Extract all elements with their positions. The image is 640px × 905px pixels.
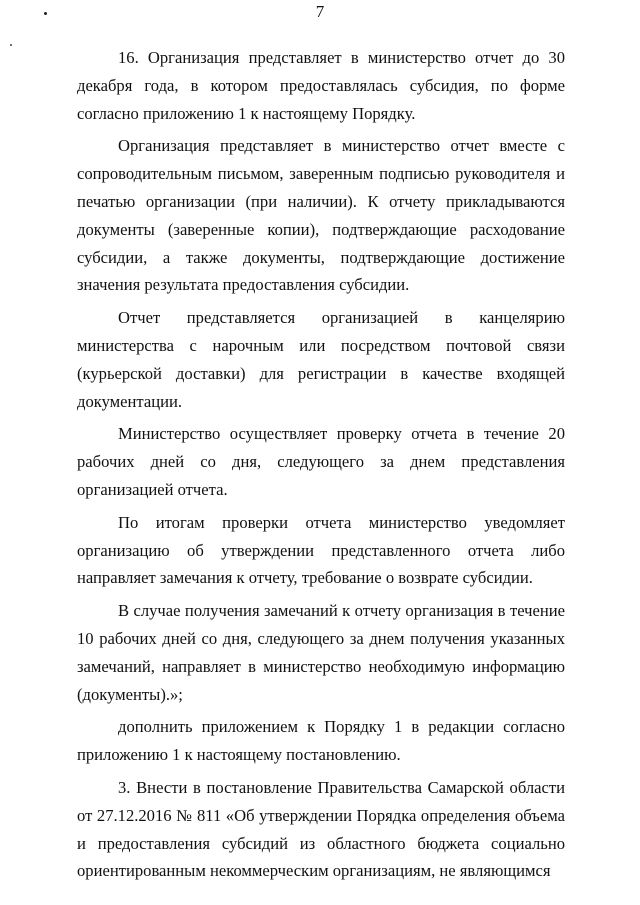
paragraph-check-results: По итогам проверки отчета министерство уведомляет организацию об утверждении представленного отчета либо направляет замечания к отчету, требование о возврате субсидии. — [77, 512, 565, 588]
paragraph-report-deadline: 16. Организация представляет в министерство отчет до 30 декабря года, в котором предоставлялась субсидия, по форме согласно приложению 1 к настоящему Порядку. — [77, 48, 565, 123]
paragraph-appendix: дополнить приложением к Порядку 1 в редакции согласно приложению 1 к настоящему постановлению. — [77, 717, 565, 765]
paragraph-report-contents: Организация представляет в министерство отчет вместе с сопроводительным письмом, заверенным подписью руководителя и печатью организации (при наличии). К отчету прикладываются документы (заверенные копии), подтверждающие расходование субсидии, а также документы, подтверждающие достижение значения результата предоставления субсидии. — [77, 136, 565, 295]
scan-speck — [10, 44, 12, 46]
paragraph-report-check: Министерство осуществляет проверку отчета в течение 20 рабочих дней со дня, следующего за днем представления организацией отчета. — [77, 424, 565, 499]
paragraph-remarks: В случае получения замечаний к отчету организация в течение 10 рабочих дней со дня, следующего за днем получения указанных замечаний, направляет в министерство необходимую информацию (документы).»; — [77, 601, 565, 704]
document-body — [77, 44, 565, 890]
paragraph-amendment: 3. Внести в постановление Правительства Самарской области от 27.12.2016 № 811 «Об утверждении Порядка определения объема и предоставления субсидий из областного бюджета социально ориентированным некоммерческим организациям, не являющимся — [77, 777, 565, 881]
page-number: 7 — [315, 2, 325, 21]
paragraph-report-delivery: Отчет представляется организацией в канцелярию министерства с нарочным или посредством почтовой связи (курьерской доставки) для регистрации в качестве входящей документации. — [77, 308, 565, 411]
